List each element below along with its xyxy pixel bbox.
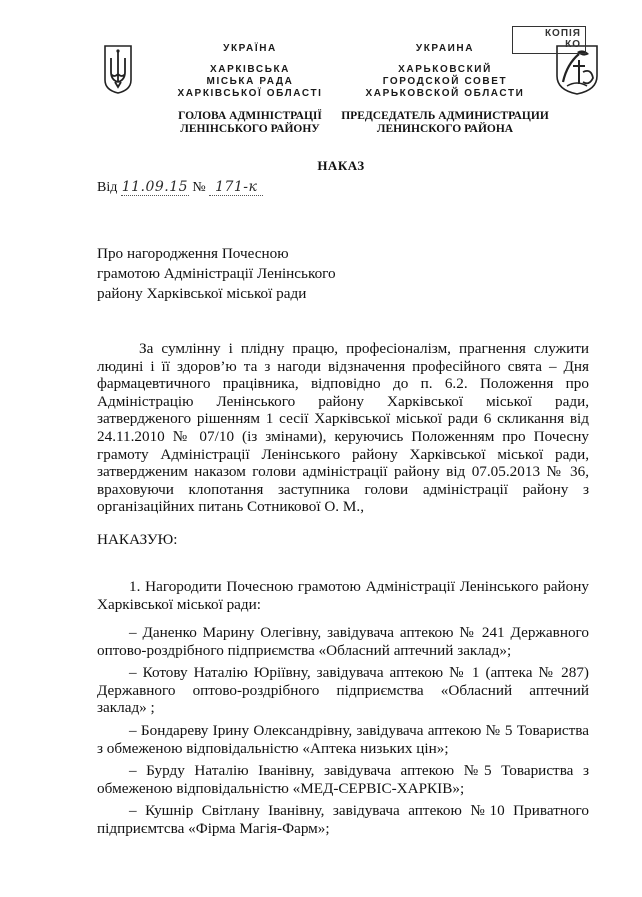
stamp-line-1: КОПІЯ bbox=[544, 28, 581, 39]
item-1-paragraph: 1. Нагородити Почесною грамотою Адміністрації Ленінського району Харківської міської ради: bbox=[97, 578, 589, 613]
awardee-item: – Бурду Наталію Іванівну, завідувача аптекою №5 Товариства з обмеженою відповідальністю «МЕД-СЕРВІС-ХАРКІВ»; bbox=[97, 762, 589, 797]
number-prefix: № bbox=[192, 180, 206, 195]
header-right-org-line-2: ГОРОДСКОЙ СОВЕТ bbox=[382, 76, 508, 87]
date-number-line bbox=[97, 179, 263, 196]
preamble-paragraph: За сумлінну і плідну працю, професіоналізм, прагнення служити людині і її здоров’ю та з нагоди відзначення професійного свята – Дня фармацевтичного працівника, відповідно до п. 6.2. Положення про Адміністрацію Ленінського району Харківської міської ради, затвердженого рішенням 1 сесії Харківської міської ради 6 скликання від 24.11.2010 № 07/10 (із змінами), керуючись Положенням про Почесну грамоту Адміністрації Ленінського району Харківської міської ради, затвердженим наказом голови адміністрації району від 07.05.2013 № 36, враховуючи клопотання заступника голови адміністрації району з організаційних питань Сотникової О. М., bbox=[97, 340, 589, 516]
header-left-head-line-1: ГОЛОВА АДМІНІСТРАЦІЇ bbox=[178, 110, 322, 122]
header-left-org-line-1: ХАРКІВСЬКА bbox=[209, 64, 291, 75]
header-right-org-line-3: ХАРЬКОВСКОЙ ОБЛАСТИ bbox=[365, 88, 525, 99]
header-right-country: УКРАИНА bbox=[415, 43, 475, 54]
date-value: 11.09.15 bbox=[121, 179, 189, 195]
header-right-head bbox=[335, 110, 555, 136]
header-left bbox=[150, 43, 350, 100]
header-right-head-line-2: ЛЕНИНСКОГО РАЙОНА bbox=[376, 123, 514, 135]
awardee-item: – Котову Наталію Юріївну, завідувача аптекою № 1 (аптека № 287) Державного оптово-роздрібного підприємства «Обласний аптечний заклад» ; bbox=[97, 664, 589, 717]
awardee-item: – Бондареву Ірину Олександрівну, завідувача аптекою № 5 Товариства з обмеженою відповідальністю «Аптека низьких цін»; bbox=[97, 721, 589, 757]
header-right-org-line-1: ХАРЬКОВСКИЙ bbox=[398, 64, 492, 75]
header-left-org-line-2: МІСЬКА РАДА bbox=[206, 76, 294, 87]
header-left-head-line-2: ЛЕНІНСЬКОГО РАЙОНУ bbox=[180, 123, 320, 135]
awardee-list bbox=[97, 624, 589, 843]
subject-line-1: Про нагородження Почесною bbox=[97, 245, 289, 262]
header-right-head-line-1: ПРЕДСЕДАТЕЛЬ АДМИНИСТРАЦИИ bbox=[341, 110, 549, 122]
awardee-item: – Даненко Марину Олегівну, завідувача аптекою № 241 Державного оптово-роздрібного підприємства «Обласний аптечний заклад»; bbox=[97, 624, 589, 659]
number-value: 171-к bbox=[209, 179, 263, 196]
header-left-country: УКРАЇНА bbox=[223, 43, 277, 54]
subject-line-3: району Харківської міської ради bbox=[97, 285, 307, 302]
header-left-org-line-3: ХАРКІВСЬКОЇ ОБЛАСТІ bbox=[177, 88, 323, 99]
awardee-item: – Кушнір Світлану Іванівну, завідувача аптекою №10 Приватного підприємтсва «Фірма Магія-Фарм»; bbox=[97, 802, 589, 837]
order-word: НАКАЗУЮ: bbox=[97, 531, 178, 548]
ukraine-coat-of-arms-icon bbox=[103, 44, 133, 94]
header-left-head bbox=[150, 110, 350, 136]
subject bbox=[97, 244, 417, 304]
date-prefix: Від bbox=[97, 180, 118, 195]
header-right bbox=[345, 43, 545, 100]
stamp-line-2: КО bbox=[565, 39, 581, 50]
document-title: НАКАЗ bbox=[317, 158, 365, 173]
subject-line-2: грамотою Адміністрації Ленінського bbox=[97, 265, 336, 282]
